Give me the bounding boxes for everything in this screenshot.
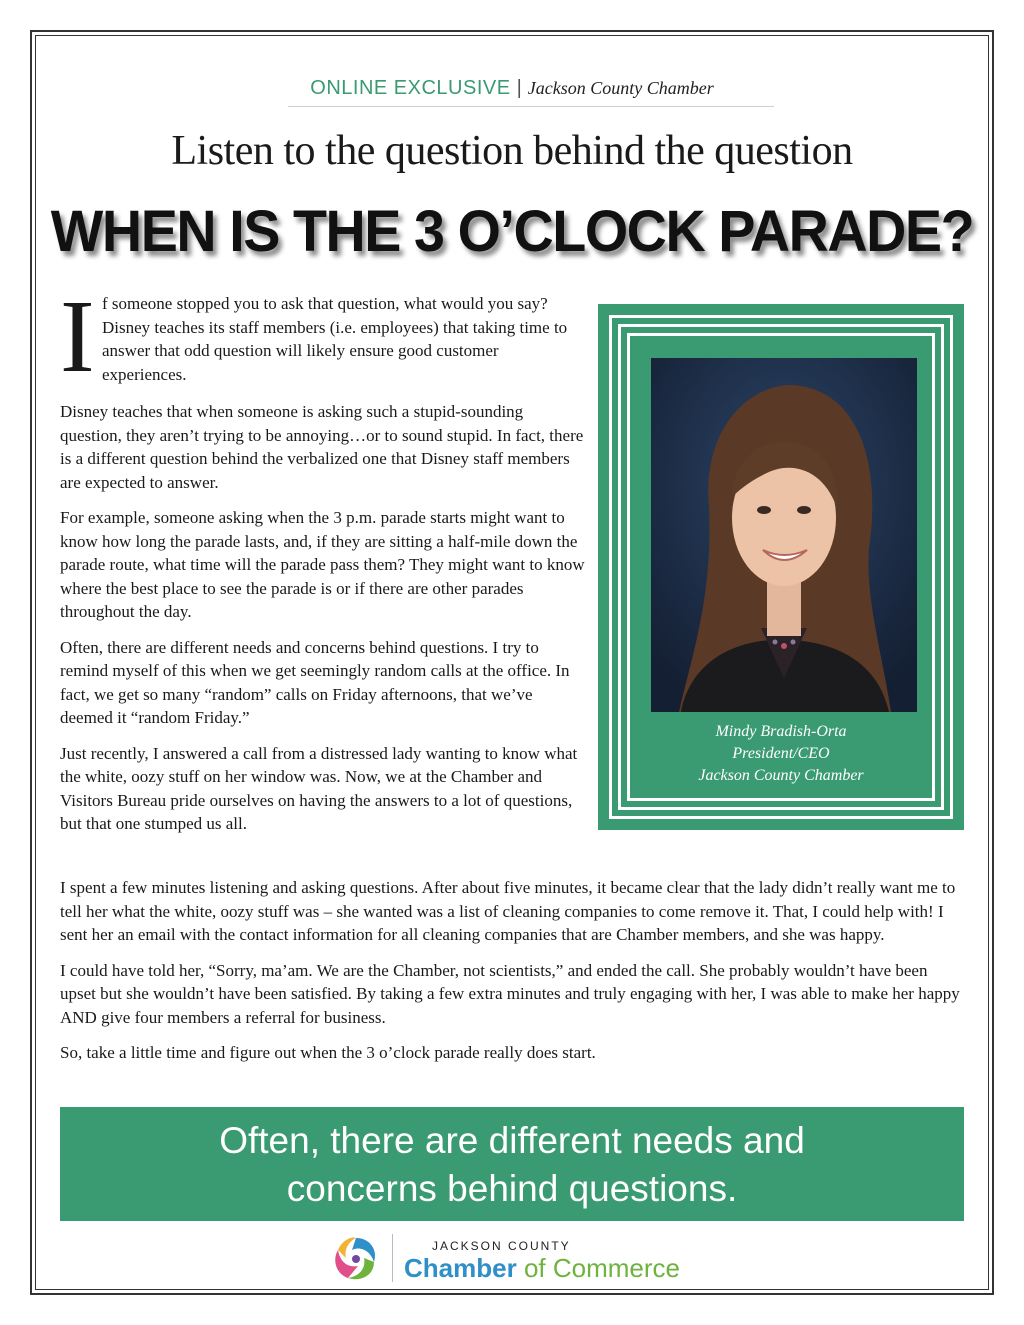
portrait-caption bbox=[598, 721, 964, 787]
intro-paragraph bbox=[60, 279, 585, 394]
portrait-frame bbox=[598, 304, 964, 830]
logo-word-chamber: Chamber bbox=[404, 1253, 517, 1283]
left-column bbox=[60, 279, 585, 848]
logo-wordmark bbox=[404, 1253, 680, 1283]
logo-divider bbox=[392, 1234, 393, 1282]
body-paragraph: I could have told her, “Sorry, ma’am. We are the Chamber, not scientists,” and ended the call. She probably wouldn’t have been upset but she wouldn’t have been satisfied. By taking a few extra minutes and truly engaging with her, I was able to make her happy AND give four members a referral for business. bbox=[60, 960, 960, 1027]
body-paragraph: So, take a little time and figure out when the 3 o’clock parade really does start. bbox=[60, 1043, 596, 1062]
full-width-body bbox=[60, 876, 965, 1077]
body-paragraph: For example, someone asking when the 3 p.m. parade starts might want to know how long the parade lasts, and, if they are sitting a half-mile down the parade route, what time will the parade pass them? They might want to know where the best place to see the parade is or if there are other parades throughout the day. bbox=[60, 508, 585, 621]
chamber-logo-mark-icon bbox=[330, 1232, 382, 1284]
drop-cap: I bbox=[60, 279, 95, 394]
caption-name: Mindy Bradish-Orta bbox=[715, 723, 847, 740]
article-title: WHEN IS THE 3 O’CLOCK PARADE? bbox=[50, 199, 974, 264]
headline: Listen to the question behind the question bbox=[171, 128, 853, 174]
kicker-rule bbox=[288, 106, 774, 107]
kicker-line bbox=[0, 76, 1024, 100]
kicker-label: ONLINE EXCLUSIVE bbox=[310, 77, 511, 99]
pull-quote-line: concerns behind questions. bbox=[286, 1168, 738, 1209]
intro-text: f someone stopped you to ask that question, what would you say? Disney teaches its staff members (i.e. employees) that taking time to answer that odd question will likely ensure good customer experiences. bbox=[102, 294, 568, 384]
logo-small-text: JACKSON COUNTY bbox=[432, 1239, 571, 1253]
kicker-source: Jackson County Chamber bbox=[527, 78, 714, 98]
body-paragraph: I spent a few minutes listening and asking questions. After about five minutes, it became clear that the lady didn’t really want me to tell her what the white, oozy stuff was – she wanted was a list of cleaning companies to come remove it. That, I could help with! I sent her an email with the contact information for all cleaning companies that are Chamber members, and she was happy. bbox=[60, 878, 956, 944]
pull-quote-banner bbox=[60, 1107, 964, 1221]
kicker-separator: | bbox=[516, 77, 522, 99]
body-paragraph: Just recently, I answered a call from a distressed lady wanting to know what the white, oozy stuff on her window was. Now, we at the Chamber and Visitors Bureau pride ourselves on having the answers to a lot of questions, but that one stumped us all. bbox=[60, 743, 578, 833]
body-paragraph: Disney teaches that when someone is asking such a stupid-sounding question, they aren’t trying to be annoying…or to sound stupid. In fact, there is a different question behind the verbalized one that Disney staff members are expected to answer. bbox=[60, 402, 584, 492]
portrait-illustration bbox=[651, 358, 917, 712]
caption-title: President/CEO bbox=[732, 745, 830, 762]
pull-quote-line: Often, there are different needs and bbox=[219, 1120, 805, 1161]
logo-word-commerce: of Commerce bbox=[523, 1253, 680, 1283]
chamber-logo bbox=[330, 1230, 730, 1286]
caption-org: Jackson County Chamber bbox=[698, 767, 864, 784]
body-paragraph: Often, there are different needs and concerns behind questions. I try to remind myself of this when we get seemingly random calls at the office. In fact, we get so many “random” calls on Friday afternoons, that we’ve deemed it “random Friday.” bbox=[60, 637, 570, 727]
portrait-photo bbox=[651, 358, 917, 712]
